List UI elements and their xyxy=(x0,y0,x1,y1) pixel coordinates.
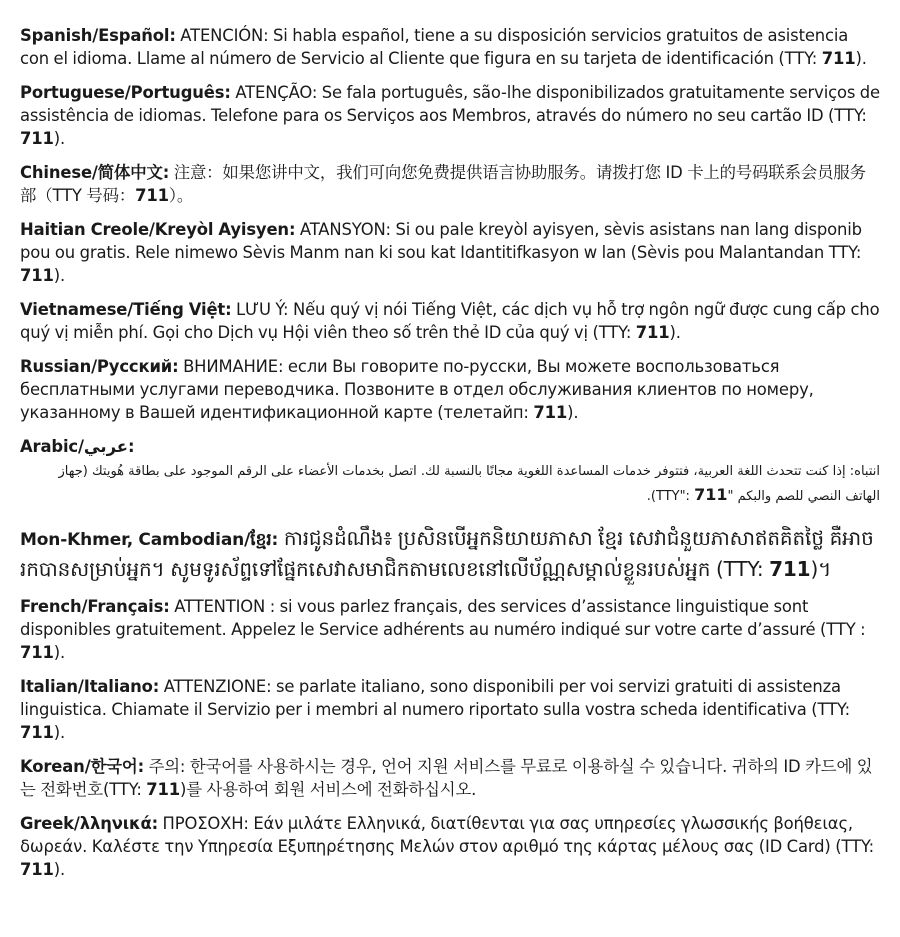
notice-khmer xyxy=(20,524,880,584)
notice-text: ATTENTION : si vous parlez français, des services d’assistance linguistique sont disponibles gratuitement. Appelez le Service adhérents au numéro indiqué sur votre carte d’assuré (TTY : xyxy=(20,597,866,639)
tty-number: 711 xyxy=(20,129,54,148)
notice-french xyxy=(20,595,880,664)
language-label: Haitian Creole/Kreyòl Ayisyen: xyxy=(20,220,296,239)
notice-end: ). xyxy=(53,723,66,742)
notice-end: ）。 xyxy=(168,186,194,205)
tty-number: 711 xyxy=(20,723,54,742)
language-label: Russian/Русский: xyxy=(20,357,179,376)
language-label: Korean/한국어: xyxy=(20,757,144,776)
language-label: Greek/λληνικά: xyxy=(20,814,158,833)
notice-text: LƯU Ý: Nếu quý vị nói Tiếng Việt, các dịch vụ hỗ trợ ngôn ngữ được cung cấp cho quý vị miễn phí. Gọi cho Dịch vụ Hội viên theo số trên thẻ ID của quý vị (TTY: xyxy=(20,300,880,342)
notice-spanish xyxy=(20,24,880,70)
notice-text: ВНИМАНИЕ: если Вы говорите по-русски, Вы можете воспользоваться бесплатными услугами переводчика. Позвоните в отдел обслуживания клиентов по номеру, указанному в Вашей идентификационной карте (телетайп: xyxy=(20,357,814,422)
notice-text: ការជូនដំណឹង៖ ប្រសិនបើអ្នកនិយាយភាសា ខ្មែរ សេវាជំនួយភាសាឥតគិតថ្លៃ គឺអាចរកបានសម្រាប់អ្នក។ សូមទូរស័ព្ទទៅផ្នែកសេវាសមាជិកតាមលេខនៅលើប័ណ្ណសម្គាល់ខ្លួនរបស់អ្នក (TTY: xyxy=(20,526,874,581)
notice-end: ). xyxy=(53,860,66,879)
notice-end: ). xyxy=(855,49,867,68)
notice-text: ATTENZIONE: se parlate italiano, sono disponibili per voi servizi gratuiti di assistenza linguistica. Chiamate il Servizio per i membri al numero riportato sulla vostra scheda identificativa (TTY: xyxy=(20,677,850,719)
tty-number: 711 xyxy=(769,557,811,581)
language-label: Italian/Italiano: xyxy=(20,677,160,696)
notice-italian xyxy=(20,675,880,744)
notice-end: )។ xyxy=(810,557,832,581)
tty-number: 711 xyxy=(635,323,670,342)
notice-korean xyxy=(20,755,880,801)
notice-portuguese xyxy=(20,81,880,150)
tty-number: 711 xyxy=(20,266,54,285)
tty-number: 711 xyxy=(146,780,181,799)
notice-text: ΠΡΟΣΟΧΗ: Εάν μιλάτε Ελληνικά, διατίθενται για σας υπηρεσίες γλωσσικής βοήθειας, δωρεάν. Καλέστε την Υπηρεσία Εξυπηρέτησης Μελών στον αριθμό της κάρτας μέλους σας (ID Card) (TTY: xyxy=(20,814,874,856)
notice-greek xyxy=(20,812,880,881)
notice-text: 注意：如果您讲中文，我们可向您免费提供语言协助服务。请拨打您 ID 卡上的号码联系会员服务部（TTY 号码： xyxy=(20,163,866,205)
language-label: Chinese/简体中文: xyxy=(20,163,170,182)
notice-text: انتباه: إذا كنت تتحدث اللغة العربية، فتتوفر خدمات المساعدة اللغوية مجانًا بالنسبة لك. اتصل بخدمات الأعضاء على الرقم الموجود على بطاقة هُويتك (جهاز الهاتف النصي للصم والبكم "TTY": xyxy=(58,464,880,504)
tty-number: 711 xyxy=(135,186,169,205)
language-label: Portuguese/Português: xyxy=(20,83,231,102)
tty-number: 711 xyxy=(20,860,54,879)
notice-end: ). xyxy=(53,129,66,148)
language-label: Vietnamese/Tiếng Việt: xyxy=(20,300,232,319)
notice-text: ATANSYON: Si ou pale kreyòl ayisyen, sèvis asistans nan lang disponib pou ou gratis. Rele nimewo Sèvis Manm nan ki sou kat Idantitifkasyon w lan (Sèvis pou Malantandan TTY: xyxy=(20,220,862,262)
notice-end: ). xyxy=(53,266,66,285)
notice-end: ). xyxy=(646,489,656,504)
notice-russian xyxy=(20,355,880,424)
notice-chinese xyxy=(20,161,880,207)
language-label: Mon-Khmer, Cambodian/ខ្មែរ: xyxy=(20,530,279,550)
language-label: Arabic/عربي: xyxy=(20,437,135,456)
notice-end: ). xyxy=(567,403,579,422)
language-label: Spanish/Español: xyxy=(20,26,176,45)
notice-haitian-creole xyxy=(20,218,880,287)
language-label: French/Français: xyxy=(20,597,170,616)
notice-end: )를 사용하여 회원 서비스에 전화하십시오. xyxy=(180,780,477,799)
notice-text: ATENCIÓN: Si habla español, tiene a su disposición servicios gratuitos de asistencia con el idioma. Llame al número de Servicio al Cliente que figura en su tarjeta de identificación (TTY: xyxy=(20,26,849,68)
notice-arabic-heading xyxy=(20,435,880,458)
notice-text: ATENÇÃO: Se fala português, são-lhe disponibilizados gratuitamente serviços de assistência de idiomas. Telefone para os Serviços aos Membros, através do número no seu cartão ID (TTY: xyxy=(20,83,880,125)
tty-number: 711 xyxy=(20,643,54,662)
notice-vietnamese xyxy=(20,298,880,344)
tty-number: 711 xyxy=(821,49,856,68)
tty-number: 711 xyxy=(694,485,728,504)
notice-end: ). xyxy=(53,643,66,662)
notice-end: ). xyxy=(669,323,681,342)
tty-number: 711 xyxy=(533,403,568,422)
notice-arabic xyxy=(20,460,880,508)
notice-text: 주의: 한국어를 사용하시는 경우, 언어 지원 서비스를 무료로 이용하실 수 있습니다. 귀하의 ID 카드에 있는 전화번호(TTY: xyxy=(20,757,873,799)
